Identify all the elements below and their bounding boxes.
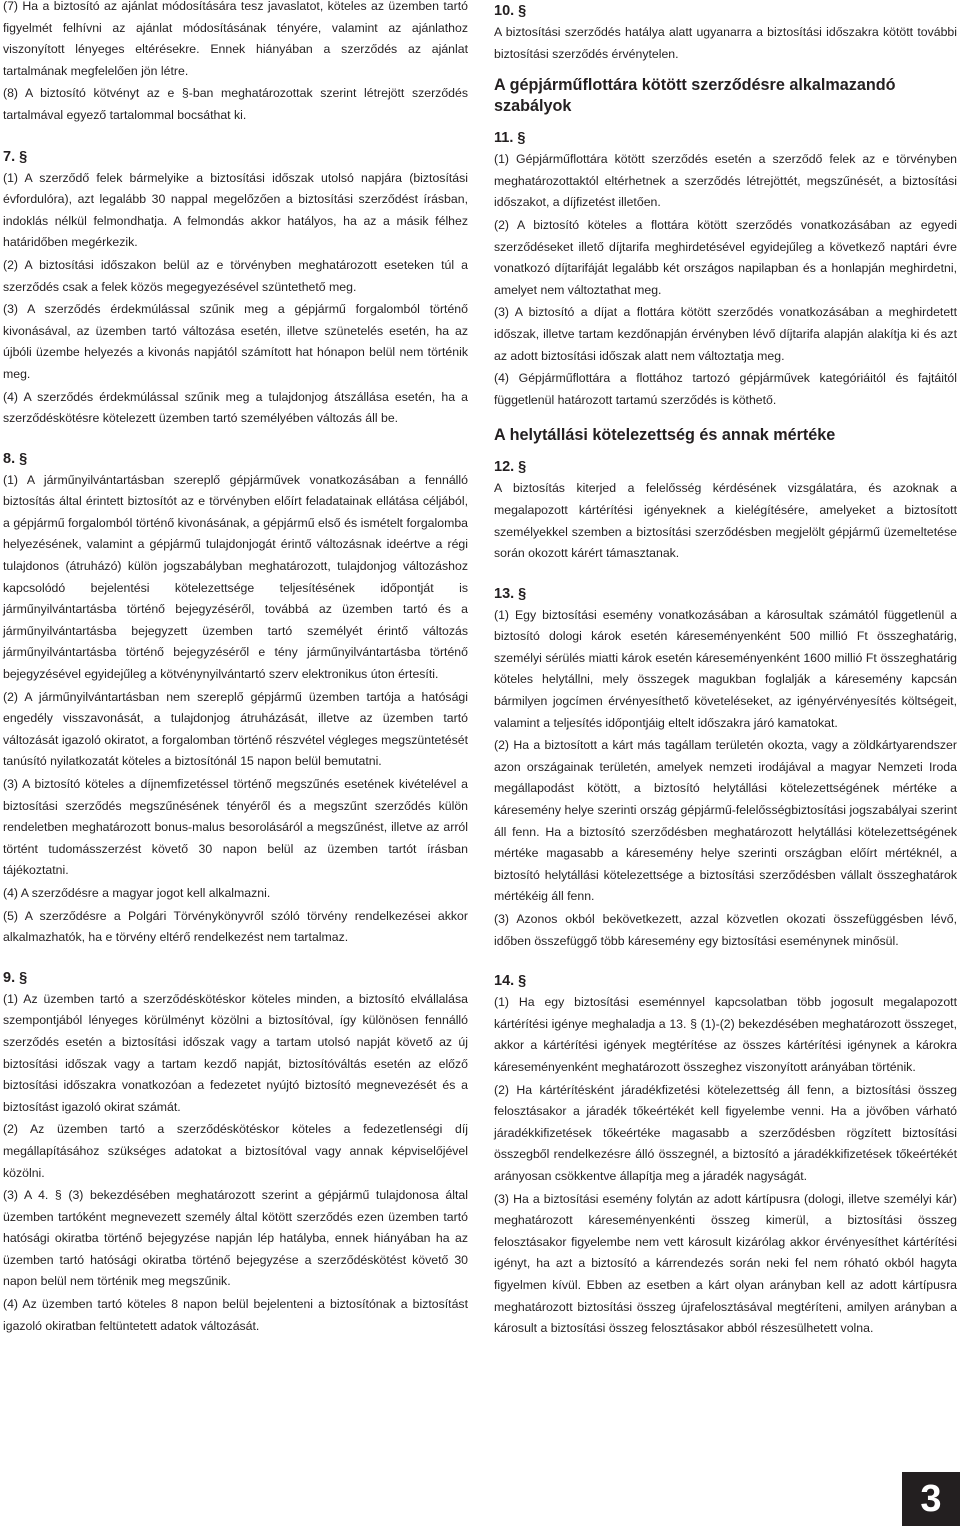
paragraph-9-2: (2) Az üzemben tartó a szerződéskötéskor köteles a fedezetlenségi díj megállapításához szükséges adatokat a biztosítóval vagy annak képviselőjével közölni.: [3, 1122, 468, 1180]
page-number: 3: [920, 1478, 942, 1520]
paragraph-7-3: (3) A szerződés érdekmúlással szűnik meg a gépjármű forgalomból történő kivonásával, az üzemben tartó változása esetén, illetve szünetelés esetén, ha az újbóli üzembe helyezés a kivonás napjától számított hat hónapon belül nem történik meg.: [3, 302, 468, 381]
section-11-number: 11. §: [494, 130, 526, 147]
paragraph-14-2: (2) Ha kártérítésként járadékfizetési kötelezettség áll fenn, a biztosítási összeg felosztásakor a járadék tőkeértékét kell figyelembe venni. Ha a jövőben várható járadékkifizetések tőkeértéke magasabb a szerződésben rögzített biztosítási összegből rendelkezésre álló összegnél, a biztosító a járadékkifizetések tőkeértékét arányosan csökkentve állapítja meg a járadék nagyságát.: [494, 1082, 957, 1183]
paragraph-6-8: (8) A biztosító kötvényt az e §-ban meghatározottak szerint létrejött szerződés tartalmával egyező tartalommal bocsáthat ki.: [3, 86, 468, 122]
paragraph-11-2: (2) A biztosító köteles a flottára kötött szerződés vonatkozásában az egyedi szerződéseket illető díjtarifa meghirdetésével egyidejűleg a következő naptári évre vonatkozó díjtarifáját legalább két országos napilapban és a honlapján meghirdetni, amelyet nem változtathat meg.: [494, 217, 957, 297]
paragraph-7-1: (1) A szerződő felek bármelyike a biztosítási időszak utolsó napjára (biztosítási évfordulóra), azt legalább 30 nappal megelőzően a biztosítási szerződést írásban, indoklás nélkül felmondhatja. A felmondás akkor hatályos, ha az a másik félhez határidőben megérkezik.: [3, 170, 468, 250]
section-8-number: 8. §: [3, 450, 28, 467]
right-column: [494, 0, 957, 1341]
paragraph-13-2: (2) Ha a biztosított a kárt más tagállam területén okozta, vagy a zöldkártyarendszer azon országainak területén, amelyek nemzeti irodájával a magyar Nemzeti Iroda megállapodást kötött, a biztosító helytállási kötelezettségének mértéke a káresemény helye szerinti ország gépjármű-felelősségbiztosítási jogszabályai szerint áll fenn. Ha a biztosító szerződésben meghatározott helytállási kötelezettségének mértéke magasabb a káresemény helye szerinti országban előírt mértéknél, a biztosító helytállási kötelezettsége a biztosítási szerződésben vállalt összeghatárok mértékéig áll fenn.: [494, 738, 957, 904]
left-column: [3, 0, 468, 1338]
paragraph-7-4: (4) A szerződés érdekmúlással szűnik meg a tulajdonjog átszállása esetén, ha a szerződéskötésre kötelezett üzemben tartó személyében változás áll be.: [3, 389, 468, 426]
section-10-number: 10. §: [494, 3, 527, 19]
paragraph-8-1: (1) A járműnyilvántartásban szereplő gépjárművek vonatkozásában a fennálló biztosítás által érintett biztosítót az e törvényben előírt feladatainak ellátása céljából, a gépjármű forgalomból történő kivonásának, a gépjármű első és ismételt forgalomba helyezésének, valamint a gépjármű tulajdonjogát érintő változásnak ideértve a régi tulajdonos (átruházó) külön jogszabályban meghatározott, tulajdonjog változáshoz kapcsolódó bejelentési kötelezettsége teljesítésének időpontját is járműnyilvántartásba történő bejegyzéséről, továbbá az üzemben tartó és a járműnyilvántartásba bejegyzett üzemben tartó személyét érintő változás járműnyilvántartásba történő bejegyzéséről e tény járműnyilvántartásba történő bejegyzésével egyidejűleg a kötvénynyilvántartó szerv elektronikus úton értesíti.: [3, 472, 468, 682]
paragraph-8-5: (5) A szerződésre a Polgári Törvénykönyvről szóló törvény rendelkezései akkor alkalmazhatók, ha e törvény eltérő rendelkezést nem tartalmaz.: [3, 908, 468, 945]
paragraph-9-1: (1) Az üzemben tartó a szerződéskötéskor köteles minden, a biztosító elvállalása szempontjából lényeges körülményt közölni a biztosítóval, így különösen fennálló szerződés esetén a biztosítási időszak vagy a tartam utolsó napját követő az új biztosítási időszak vagy a tartam kezdő napját, biztosítóváltás esetén az előző biztosítási időszakra vonatkozóan a fedezetet nyújtó biztosító megnevezését és a biztosítást igazoló okirat számát.: [3, 991, 468, 1114]
section-13-number: 13. §: [494, 585, 527, 602]
paragraph-11-1: (1) Gépjárműflottára kötött szerződés esetén a szerződő felek az e törvényben meghatározottaktól eltérhetnek a szerződés létrejöttét, megszűnését, a biztosítási időszakot, a díjfizetést illetően.: [494, 152, 957, 210]
section-9-number: 9. §: [3, 969, 28, 986]
paragraph-10-1: A biztosítási szerződés hatálya alatt ugyanarra a biztosítási időszakra kötött további biztosítási szerződés érvénytelen.: [494, 25, 957, 61]
heading-fleet-rules: A gépjárműflottára kötött szerződésre alkalmazandó szabályok: [494, 76, 896, 116]
paragraph-11-3: (3) A biztosító a díjat a flottára kötött szerződés vonatkozásában a meghirdetett időszak, illetve tartam kezdőnapján érvényben lévő díjtarifa alapján alakítja ki és azt az adott biztosítási időszak alatt nem változtatja meg.: [494, 305, 957, 363]
paragraph-6-7: (7) Ha a biztosító az ajánlat módosítására tesz javaslatot, köteles az üzemben tartó figyelmét felhívni az ajánlat módosításának tényére, valamint az ajánlathoz viszonyított lényeges eltérésekre. Ennek hiányában a szerződés az ajánlat tartalmának megfelelően jön létre.: [3, 0, 468, 78]
paragraph-8-2: (2) A járműnyilvántartásban nem szereplő gépjármű üzemben tartója a hatósági engedély visszavonását, a tulajdonjog átruházását, illetve az üzemben tartó változását igazoló okiratot, a forgalomban történő részvétel végleges megszüntetését tanúsító nyilatkozatát köteles a biztosítónál 15 napon belül bemutatni.: [3, 689, 468, 769]
heading-liability: A helytállási kötelezettség és annak mértéke: [494, 426, 836, 445]
paragraph-14-3: (3) Ha a biztosítási esemény folytán az adott kártípusra (dologi, illetve személyi kár) meghatározott káreseményenkénti összeg kimerül, a biztosítási összeg felosztásakor figyelembe nem vett károsult kizárólag akkor érvényesíthet kártérítési igényt, ha azt a biztosító a kárrendezés során neki fel nem róható okból hagyta figyelmen kívül. Ebben az esetben a kárt olyan arányban kell az adott kártípusra meghatározott biztosítási összeg újrafelosztásával megtéríteni, amilyen arányban a károsult a biztosítási összeg felosztásakor abból részesülhetett volna.: [494, 1191, 957, 1336]
paragraph-8-4: (4) A szerződésre a magyar jogot kell alkalmazni.: [3, 885, 271, 900]
section-14-number: 14. §: [494, 973, 527, 990]
paragraph-13-3: (3) Azonos okból bekövetkezett, azzal közvetlen okozati összefüggésben lévő, időben összefüggő több káresemény egy biztosítási eseménynek minősül.: [494, 912, 957, 948]
paragraph-9-4: (4) Az üzemben tartó köteles 8 napon belül bejelenteni a biztosítónak a biztosítást igazoló okiratban feltüntetett adatok változását.: [3, 1297, 468, 1333]
paragraph-14-1: (1) Ha egy biztosítási eseménnyel kapcsolatban több jogosult megalapozott kártérítési igénye meghaladja a 13. § (1)-(2) bekezdésében meghatározott összeget, akkor a kártérítési igények megtérítése az összes kártérítési igénynek a károkra káreseményenként meghatározott összeghez viszonyított arányában történik.: [494, 995, 957, 1074]
paragraph-11-4: (4) Gépjárműflottára a flottához tartozó gépjárművek kategóriáitól és fajtáitól függetlenül határozott tartamú szerződés is köthető.: [494, 371, 957, 407]
paragraph-12-1: A biztosítás kiterjed a felelősség kérdésének vizsgálatára, és azoknak a megalapozott kártérítési igényeknek a kielégítésére, amelyeket a biztosított személyekkel szemben a biztosítási szerződésben megjelölt gépjármű üzemeltetése során okozott kárért támasztanak.: [494, 481, 957, 561]
paragraph-13-1: (1) Egy biztosítási esemény vonatkozásában a károsultak számától függetlenül a biztosító dologi károk esetén káreseményenként 500 millió Ft összeghatárig, személyi sérülés miatti károk esetén káreseményenként 1600 millió Ft összeghatárig köteles helytállni, mely összegek magukban foglalják a káresemény kapcsán bármilyen jogcímen érvényesíthető követeléseket, az igényérvényesítés költségeit, valamint a teljesítés időpontjáig eltelt időszakra járó kamatokat.: [494, 607, 957, 730]
section-12-number: 12. §: [494, 459, 527, 476]
paragraph-7-2: (2) A biztosítási időszakon belül az e törvényben meghatározott eseteken túl a szerződés csak a felek közös megegyezésével szüntethető meg.: [3, 257, 468, 294]
page-number-box: [902, 1472, 960, 1526]
section-7-number: 7. §: [3, 148, 28, 165]
paragraph-8-3: (3) A biztosító köteles a díjnemfizetéssel történő megszűnés esetének kivételével a biztosítási szerződés megszűnésének tényéről és a megszűnt szerződés külön rendeletben meghatározott bonus-malus besorolásáról a megszűnést, illetve az arról történt tudomásszerzést követő 30 napon belül az üzemben tartót írásban tájékoztatni.: [3, 777, 468, 878]
paragraph-9-3: (3) A 4. § (3) bekezdésében meghatározott szerint a gépjármű tulajdonosa által üzemben tartóként megnevezett személy által kötött szerződés ezen üzemben tartó hatósági okiratba történő bejegyzése napján lép hatályba, ennek hiányában ha az üzemben tartó hatósági okiratba történő bejegyzése a szerződéskötést követő 30 napon belül nem történik meg megszűnik.: [3, 1188, 468, 1289]
